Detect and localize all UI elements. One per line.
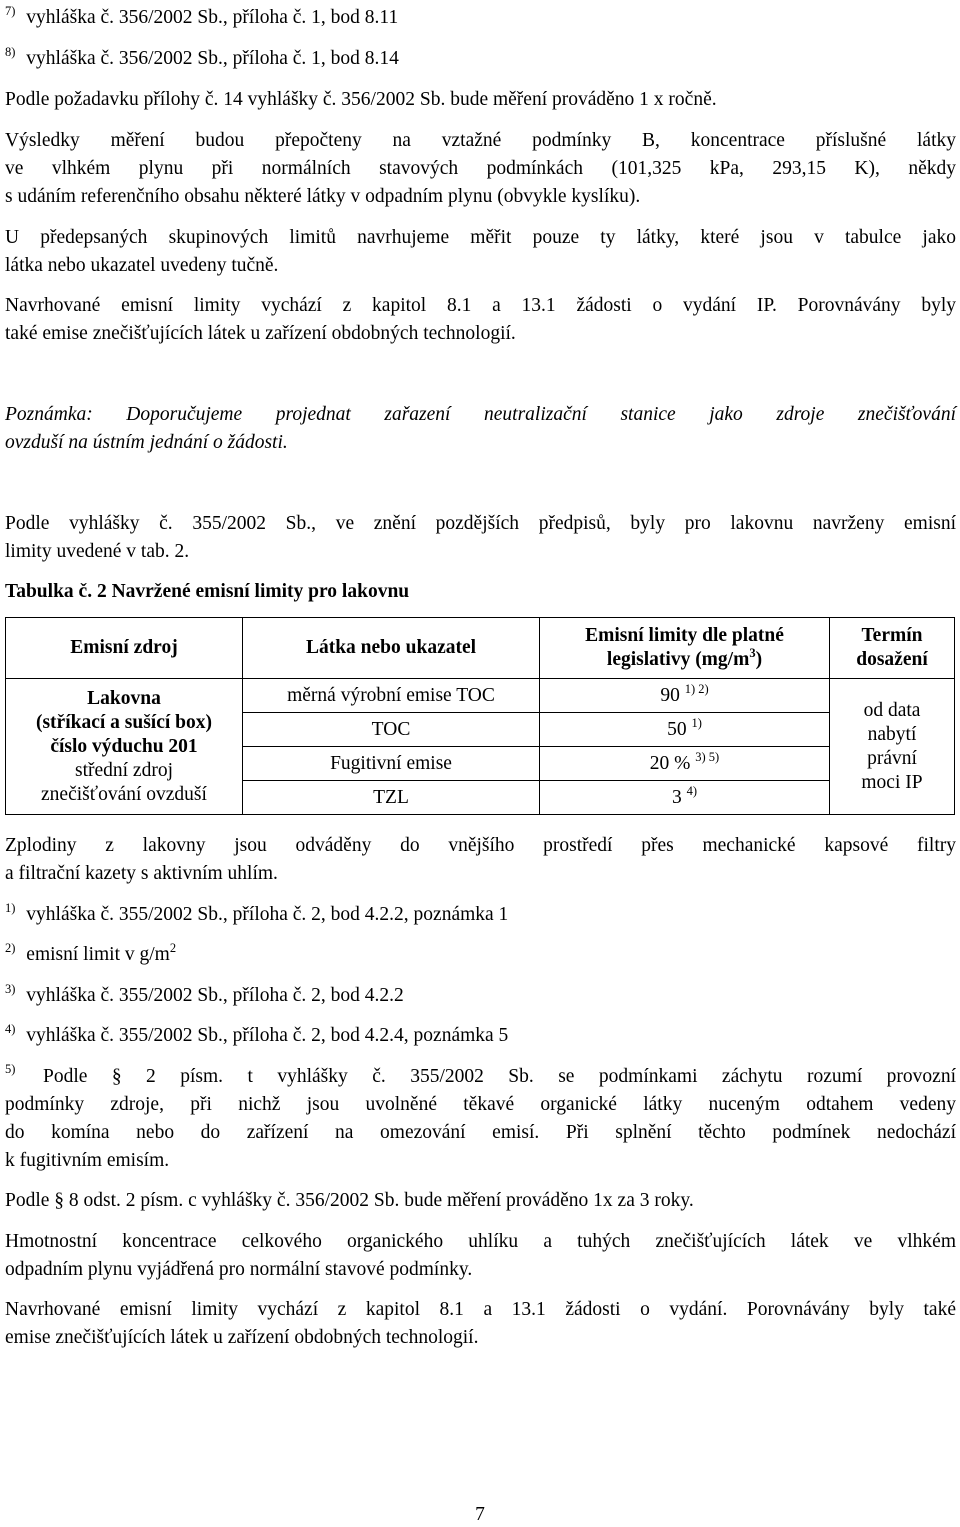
table-caption: Tabulka č. 2 Navržené emisní limity pro lakovnu bbox=[5, 581, 410, 602]
footnote-mark: 2) bbox=[5, 941, 16, 955]
paragraph-results-line: Výsledky měření budou přepočteny na vztažné podmínky B, koncentrace příslušné látky bbox=[5, 130, 956, 151]
substance-cell: Fugitivní emise bbox=[243, 747, 540, 781]
footnote-4 bbox=[5, 1024, 508, 1049]
source-line: znečišťování ovzduší bbox=[41, 783, 207, 805]
source-line: číslo výduchu 201 bbox=[50, 735, 198, 757]
substance-cell: měrná výrobní emise TOC bbox=[243, 679, 540, 713]
source-cell bbox=[6, 679, 243, 815]
footnote-mark: 3) bbox=[5, 982, 16, 996]
footnote-2 bbox=[5, 943, 176, 968]
substance-cell: TZL bbox=[243, 781, 540, 815]
limit-cell: 20 % $^{3) 5)}$ bbox=[540, 747, 830, 781]
footnote-3 bbox=[5, 984, 404, 1009]
paragraph-measurement-frequency: Podle požadavku přílohy č. 14 vyhlášky č. 356/2002 Sb. bude měření prováděno 1 x ročně. bbox=[5, 89, 717, 110]
paragraph-mass-concentration-line: Hmotnostní koncentrace celkového organického uhlíku a tuhých znečišťujících látek ve vlhkém bbox=[5, 1231, 956, 1252]
header-limit-line2: legislativy (mg/m bbox=[606, 648, 750, 670]
header-term-line1: Termín bbox=[861, 625, 923, 646]
term-line: nabytí bbox=[867, 723, 917, 745]
footnote-5-mark: 5) bbox=[5, 1062, 16, 1076]
footnote-text: vyhláška č. 355/2002 Sb., příloha č. 2, bod 4.2.4, poznámka 5 bbox=[26, 1025, 509, 1046]
footnote-mark: 1) bbox=[5, 901, 16, 915]
limit-cell: 3 $^{4)}$ bbox=[540, 781, 830, 815]
paragraph-mass-concentration-line: odpadním plynu vyjádřená pro normální stavové podmínky. bbox=[5, 1259, 473, 1280]
table-header-row bbox=[6, 618, 955, 679]
paragraph-proposed-limits-2-line: Navrhované emisní limity vychází z kapitol 8.1 a 13.1 žádosti o vydání. Porovnávány byly také bbox=[5, 1299, 956, 1320]
paragraph-decree-line: limity uvedené v tab. 2. bbox=[5, 541, 190, 562]
footnote-sup: 2 bbox=[169, 941, 177, 955]
page-number: 7 bbox=[475, 1504, 485, 1525]
paragraph-frequency-3-years: Podle § 8 odst. 2 písm. c vyhlášky č. 356/2002 Sb. bude měření prováděno 1x za 3 roky. bbox=[5, 1190, 694, 1211]
header-source: Emisní zdroj bbox=[6, 618, 243, 679]
source-line: Lakovna bbox=[87, 687, 161, 709]
emission-limits-table bbox=[5, 617, 955, 815]
footnote-1 bbox=[5, 903, 508, 928]
header-term bbox=[830, 618, 955, 679]
paragraph-results-line: s udáním referenčního obsahu některé látky v odpadním plynu (obvykle kyslíku). bbox=[5, 186, 641, 207]
source-line: (stříkací a sušící box) bbox=[35, 711, 213, 733]
term-line: moci IP bbox=[861, 771, 923, 793]
footnote-text: emisní limit v g/m bbox=[26, 944, 170, 965]
footnote-7 bbox=[5, 6, 398, 31]
footnote-8 bbox=[5, 47, 399, 72]
header-limit-line1: Emisní limity dle platné bbox=[585, 624, 784, 646]
footnote-mark: 8) bbox=[5, 45, 16, 59]
paragraph-group-limits-line: látka nebo ukazatel uvedeny tučně. bbox=[5, 255, 279, 276]
table-row bbox=[6, 679, 955, 713]
paragraph-proposed-limits-line: Navrhované emisní limity vychází z kapitol 8.1 a 13.1 žádosti o vydání IP. Porovnávány byly bbox=[5, 295, 956, 316]
footnote-mark: 7) bbox=[5, 4, 16, 18]
paragraph-proposed-limits-line: také emise znečišťujících látek u zařízení obdobných technologií. bbox=[5, 323, 516, 344]
note-line: ovzduší na ústním jednání o žádosti. bbox=[5, 432, 288, 453]
paragraph-exhaust-line: a filtrační kazety s aktivním uhlím. bbox=[5, 863, 278, 884]
term-cell bbox=[830, 679, 955, 815]
paragraph-proposed-limits-2-line: emise znečišťujících látek u zařízení obdobných technologií. bbox=[5, 1327, 479, 1348]
footnote-5-line: do komína nebo do zařízení na omezování emisí. Při splnění těchto podmínek nedochází bbox=[5, 1122, 956, 1143]
footnote-text: vyhláška č. 356/2002 Sb., příloha č. 1, bod 8.14 bbox=[26, 48, 399, 69]
header-limit-close: ) bbox=[755, 648, 763, 670]
note-line: Poznámka: Doporučujeme projednat zařazení neutralizační stanice jako zdroje znečišťování bbox=[5, 404, 956, 425]
footnote-text: vyhláška č. 356/2002 Sb., příloha č. 1, bod 8.11 bbox=[26, 7, 399, 28]
paragraph-group-limits-line: U předepsaných skupinových limitů navrhujeme měřit pouze ty látky, které jsou v tabulce jako bbox=[5, 227, 956, 248]
paragraph-exhaust-line: Zplodiny z lakovny jsou odváděny do vnějšího prostředí přes mechanické kapsové filtry bbox=[5, 835, 956, 856]
footnote-text: vyhláška č. 355/2002 Sb., příloha č. 2, bod 4.2.2 bbox=[26, 985, 404, 1006]
substance-cell: TOC bbox=[243, 713, 540, 747]
header-substance: Látka nebo ukazatel bbox=[243, 618, 540, 679]
paragraph-decree-line: Podle vyhlášky č. 355/2002 Sb., ve znění pozdějších předpisů, byly pro lakovnu navrženy emisní bbox=[5, 513, 956, 534]
limit-cell: 50 $^{1)}$ bbox=[540, 713, 830, 747]
limit-cell: 90 $^{1) 2)}$ bbox=[540, 679, 830, 713]
footnote-mark: 4) bbox=[5, 1022, 16, 1036]
term-line: právní bbox=[867, 747, 917, 769]
header-term-line2: dosažení bbox=[856, 649, 928, 670]
term-line: od data bbox=[863, 699, 921, 721]
footnote-5-line: podmínky zdroje, při nichž jsou uvolněné těkavé organické látky nuceným odtahem vedeny bbox=[5, 1094, 956, 1115]
footnote-text: vyhláška č. 355/2002 Sb., příloha č. 2, bod 4.2.2, poznámka 1 bbox=[26, 904, 509, 925]
footnote-5-line: Podle § 2 písm. t vyhlášky č. 355/2002 Sb. se podmínkami záchytu rozumí provozní bbox=[43, 1066, 956, 1087]
header-limit bbox=[540, 618, 830, 679]
source-line: střední zdroj bbox=[74, 759, 173, 781]
header-limit-sup: 3 bbox=[749, 645, 756, 660]
paragraph-results-line: ve vlhkém plynu při normálních stavových podmínkách (101,325 kPa, 293,15 K), někdy bbox=[5, 158, 956, 179]
footnote-5-line: k fugitivním emisím. bbox=[5, 1150, 170, 1171]
